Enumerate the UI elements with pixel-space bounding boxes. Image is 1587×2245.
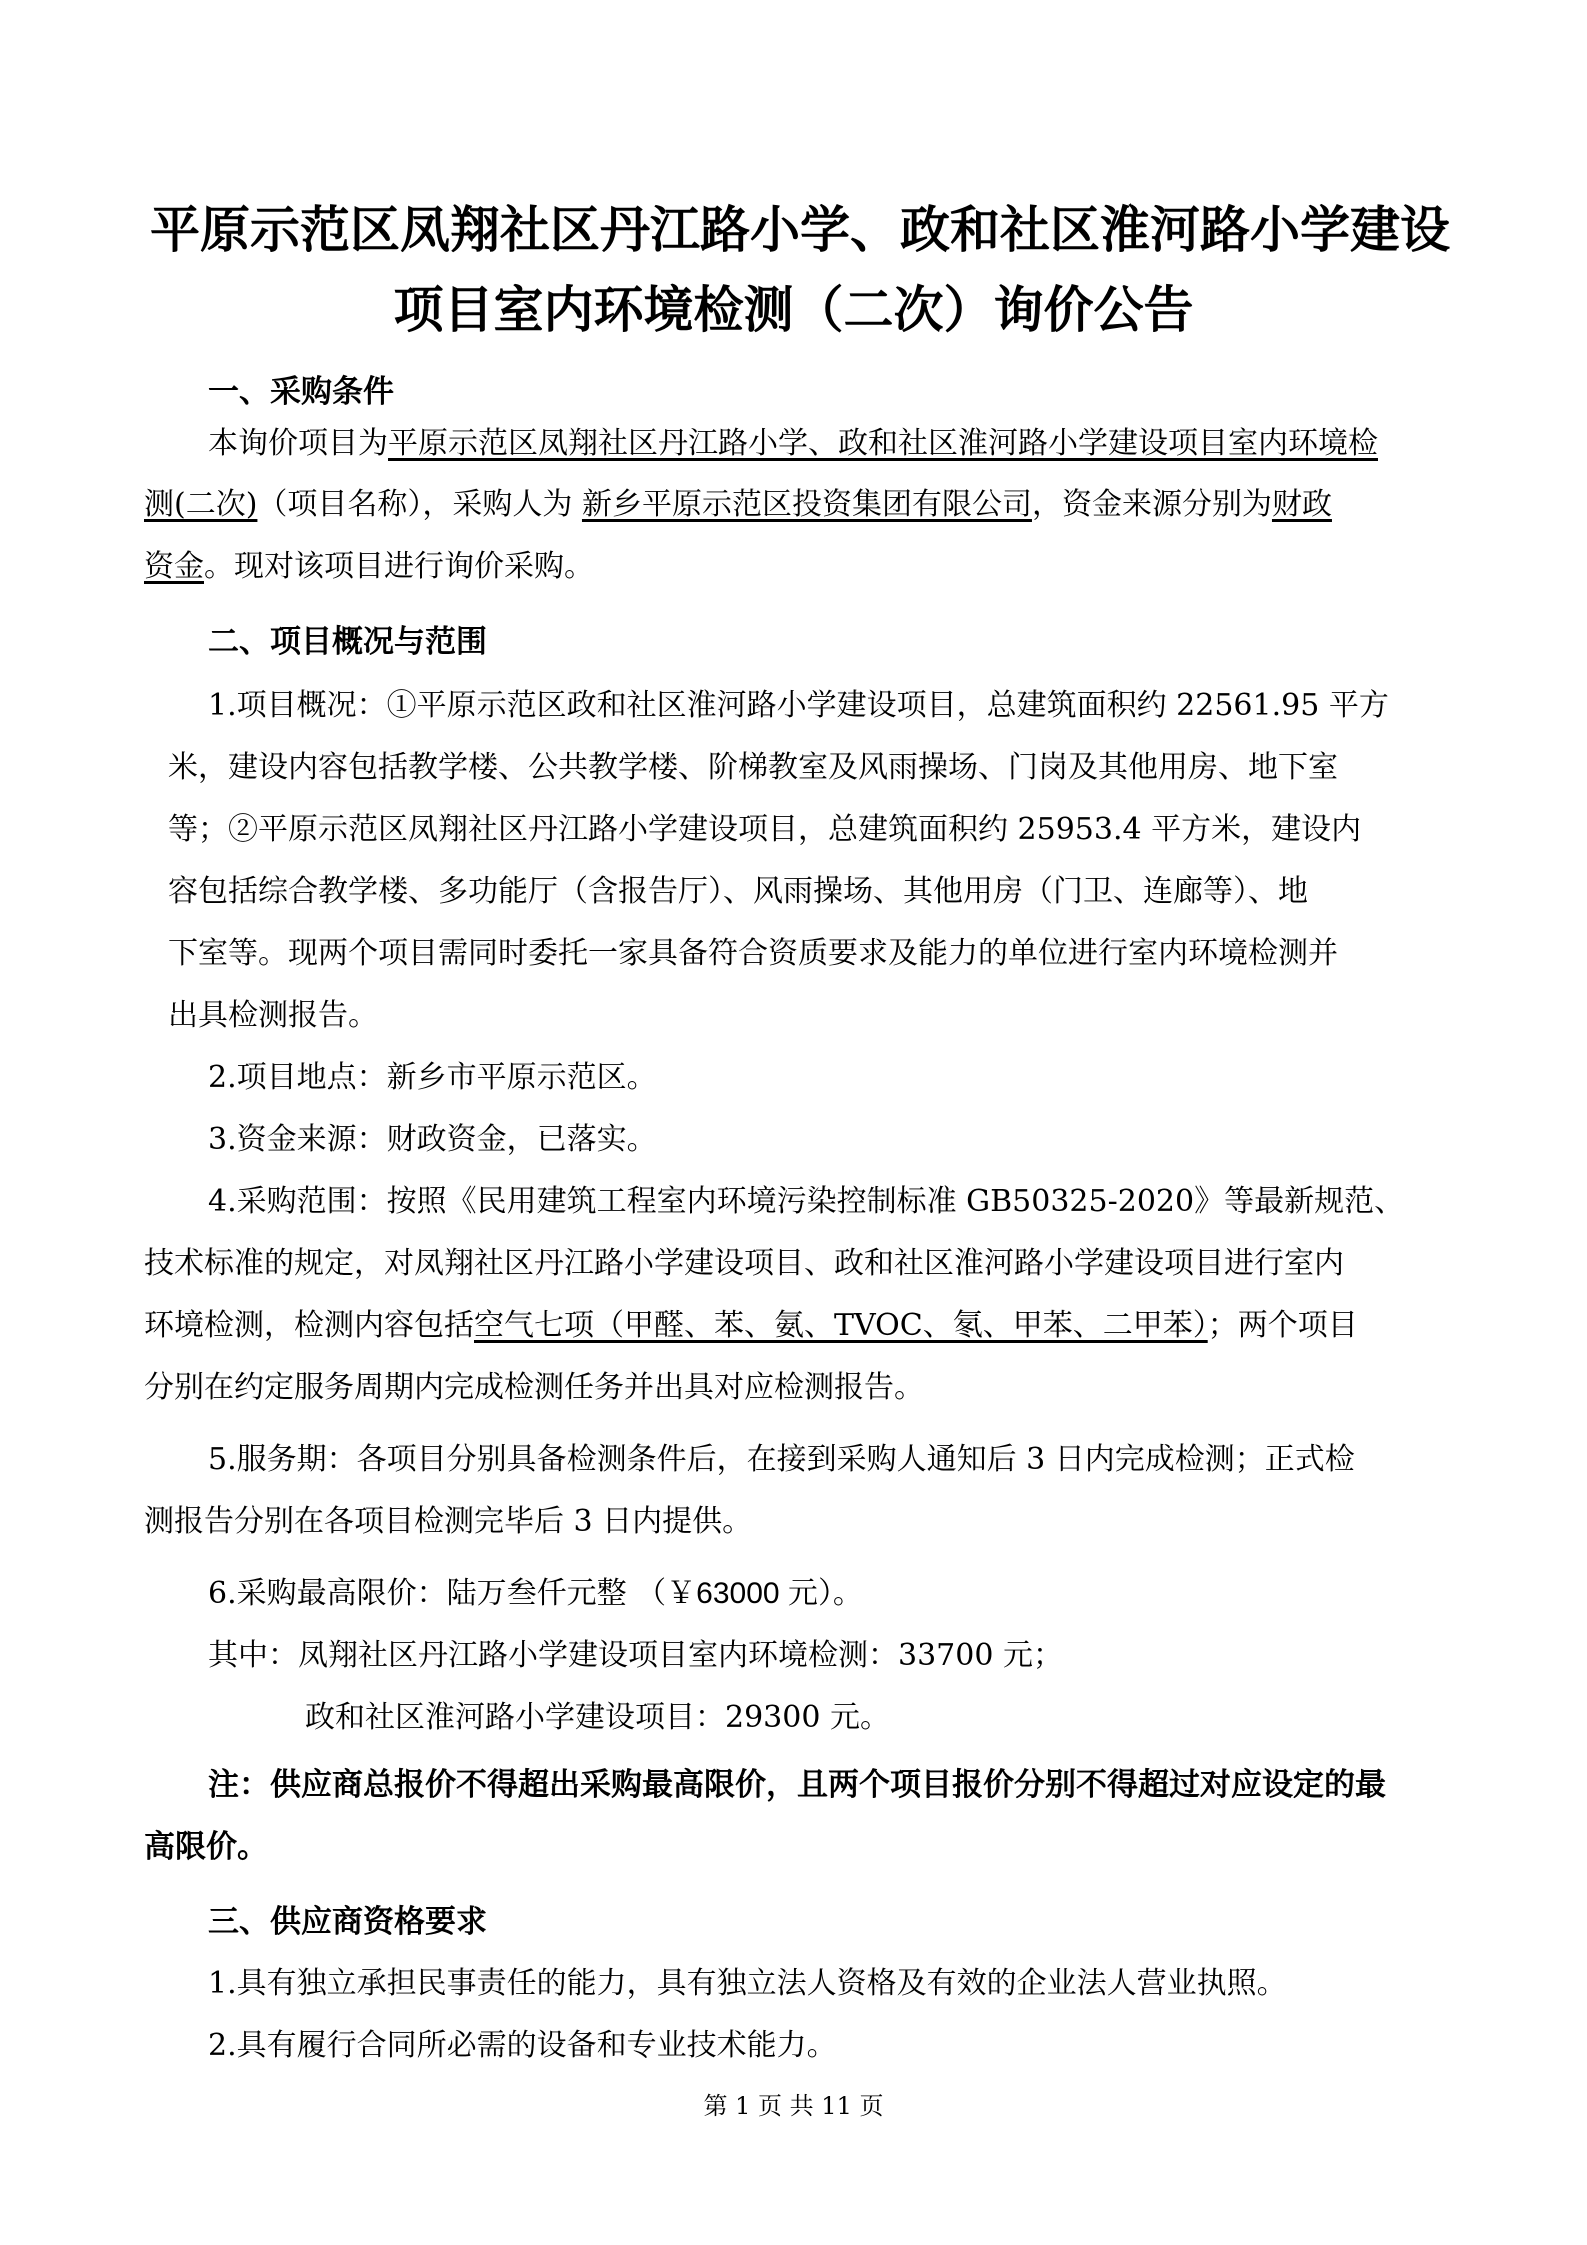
paragraph-line: 米，建设内容包括教学楼、公共教学楼、阶梯教室及风雨操场、门岗及其他用房、地下室: [168, 750, 1338, 785]
paragraph-line: 下室等。现两个项目需同时委托一家具备符合资质要求及能力的单位进行室内环境检测并: [168, 936, 1338, 971]
paragraph-line: [208, 424, 1378, 464]
text-span: 环境检测，检测内容包括: [144, 1308, 474, 1343]
text-span: ；两个项目: [1207, 1308, 1358, 1343]
purchaser-name-underlined: 新乡平原示范区投资集团有限公司: [581, 487, 1032, 522]
document-title-line-1: 平原示范区凤翔社区丹江路小学、政和社区淮河路小学建设: [150, 201, 1450, 259]
paragraph-line: 2.项目地点：新乡市平原示范区。: [208, 1060, 657, 1095]
paragraph-line: [144, 1306, 1358, 1346]
paragraph-line: [144, 485, 1332, 525]
note-line: 高限价。: [144, 1829, 268, 1865]
paragraph-line: 5.服务期：各项目分别具备检测条件后，在接到采购人通知后 3 日内完成检测；正式检: [208, 1442, 1355, 1477]
paragraph-line: 等；②平原示范区凤翔社区丹江路小学建设项目，总建筑面积约 25953.4 平方米，建设内: [168, 812, 1362, 847]
paragraph-line: 出具检测报告。: [168, 998, 378, 1033]
paragraph-line: 其中：凤翔社区丹江路小学建设项目室内环境检测：33700 元；: [208, 1638, 1063, 1673]
test-items-underlined: 空气七项（甲醛、苯、氨、TVOC、氡、甲苯、二甲苯）: [474, 1308, 1208, 1343]
paragraph-line: 3.资金来源：财政资金，已落实。: [208, 1122, 657, 1157]
page-footer: 第 1 页 共 11 页: [703, 2092, 884, 2120]
fund-source-underlined: 财政: [1271, 487, 1332, 522]
paragraph-line: 1.项目概况：①平原示范区政和社区淮河路小学建设项目，总建筑面积约 22561.95 平方: [208, 688, 1389, 723]
fund-source-underlined: 资金: [144, 549, 204, 584]
section-heading-procurement-conditions: 一、采购条件: [208, 374, 394, 410]
paragraph-line: 测报告分别在各项目检测完毕后 3 日内提供。: [144, 1504, 753, 1539]
text-span: 本询价项目为: [208, 426, 388, 461]
note-line: 注：供应商总报价不得超出采购最高限价，且两个项目报价分别不得超过对应设定的最: [208, 1767, 1386, 1803]
paragraph-line: 技术标准的规定，对凤翔社区丹江路小学建设项目、政和社区淮河路小学建设项目进行室内: [144, 1246, 1344, 1281]
document-title-line-2: 项目室内环境检测（二次）询价公告: [393, 281, 1194, 339]
text-span: ）。: [817, 1576, 863, 1611]
section-heading-supplier-qualifications: 三、供应商资格要求: [208, 1904, 487, 1940]
paragraph-line: 2.具有履行合同所必需的设备和专业技术能力。: [208, 2028, 837, 2063]
text-span: ，资金来源分别为: [1031, 487, 1272, 522]
project-name-underlined: 测(二次): [144, 487, 258, 522]
text-span: 。现对该项目进行询价采购。: [204, 549, 594, 584]
project-name-underlined: 平原示范区凤翔社区丹江路小学、政和社区淮河路小学建设项目室内环境检: [388, 426, 1378, 461]
paragraph-line: 4.采购范围：按照《民用建筑工程室内环境污染控制标准 GB50325-2020》等最新规范、: [208, 1184, 1405, 1219]
text-span: 6.采购最高限价：陆万叁仟元整 （: [208, 1576, 667, 1611]
paragraph-line: 分别在约定服务周期内完成检测任务并出具对应检测报告。: [144, 1370, 924, 1405]
paragraph-line: 政和社区淮河路小学建设项目：29300 元。: [305, 1700, 890, 1735]
paragraph-line: 1.具有独立承担民事责任的能力，具有独立法人资格及有效的企业法人营业执照。: [208, 1966, 1287, 2001]
paragraph-line-price-limit: [208, 1574, 863, 1614]
paragraph-line: 容包括综合教学楼、多功能厅（含报告厅）、风雨操场、其他用房（门卫、连廊等）、地: [168, 874, 1308, 909]
section-heading-project-overview: 二、项目概况与范围: [208, 624, 487, 660]
price-amount: ￥63000 元: [666, 1577, 818, 1610]
text-span: （项目名称），采购人为: [257, 487, 573, 522]
paragraph-line: [144, 547, 594, 587]
